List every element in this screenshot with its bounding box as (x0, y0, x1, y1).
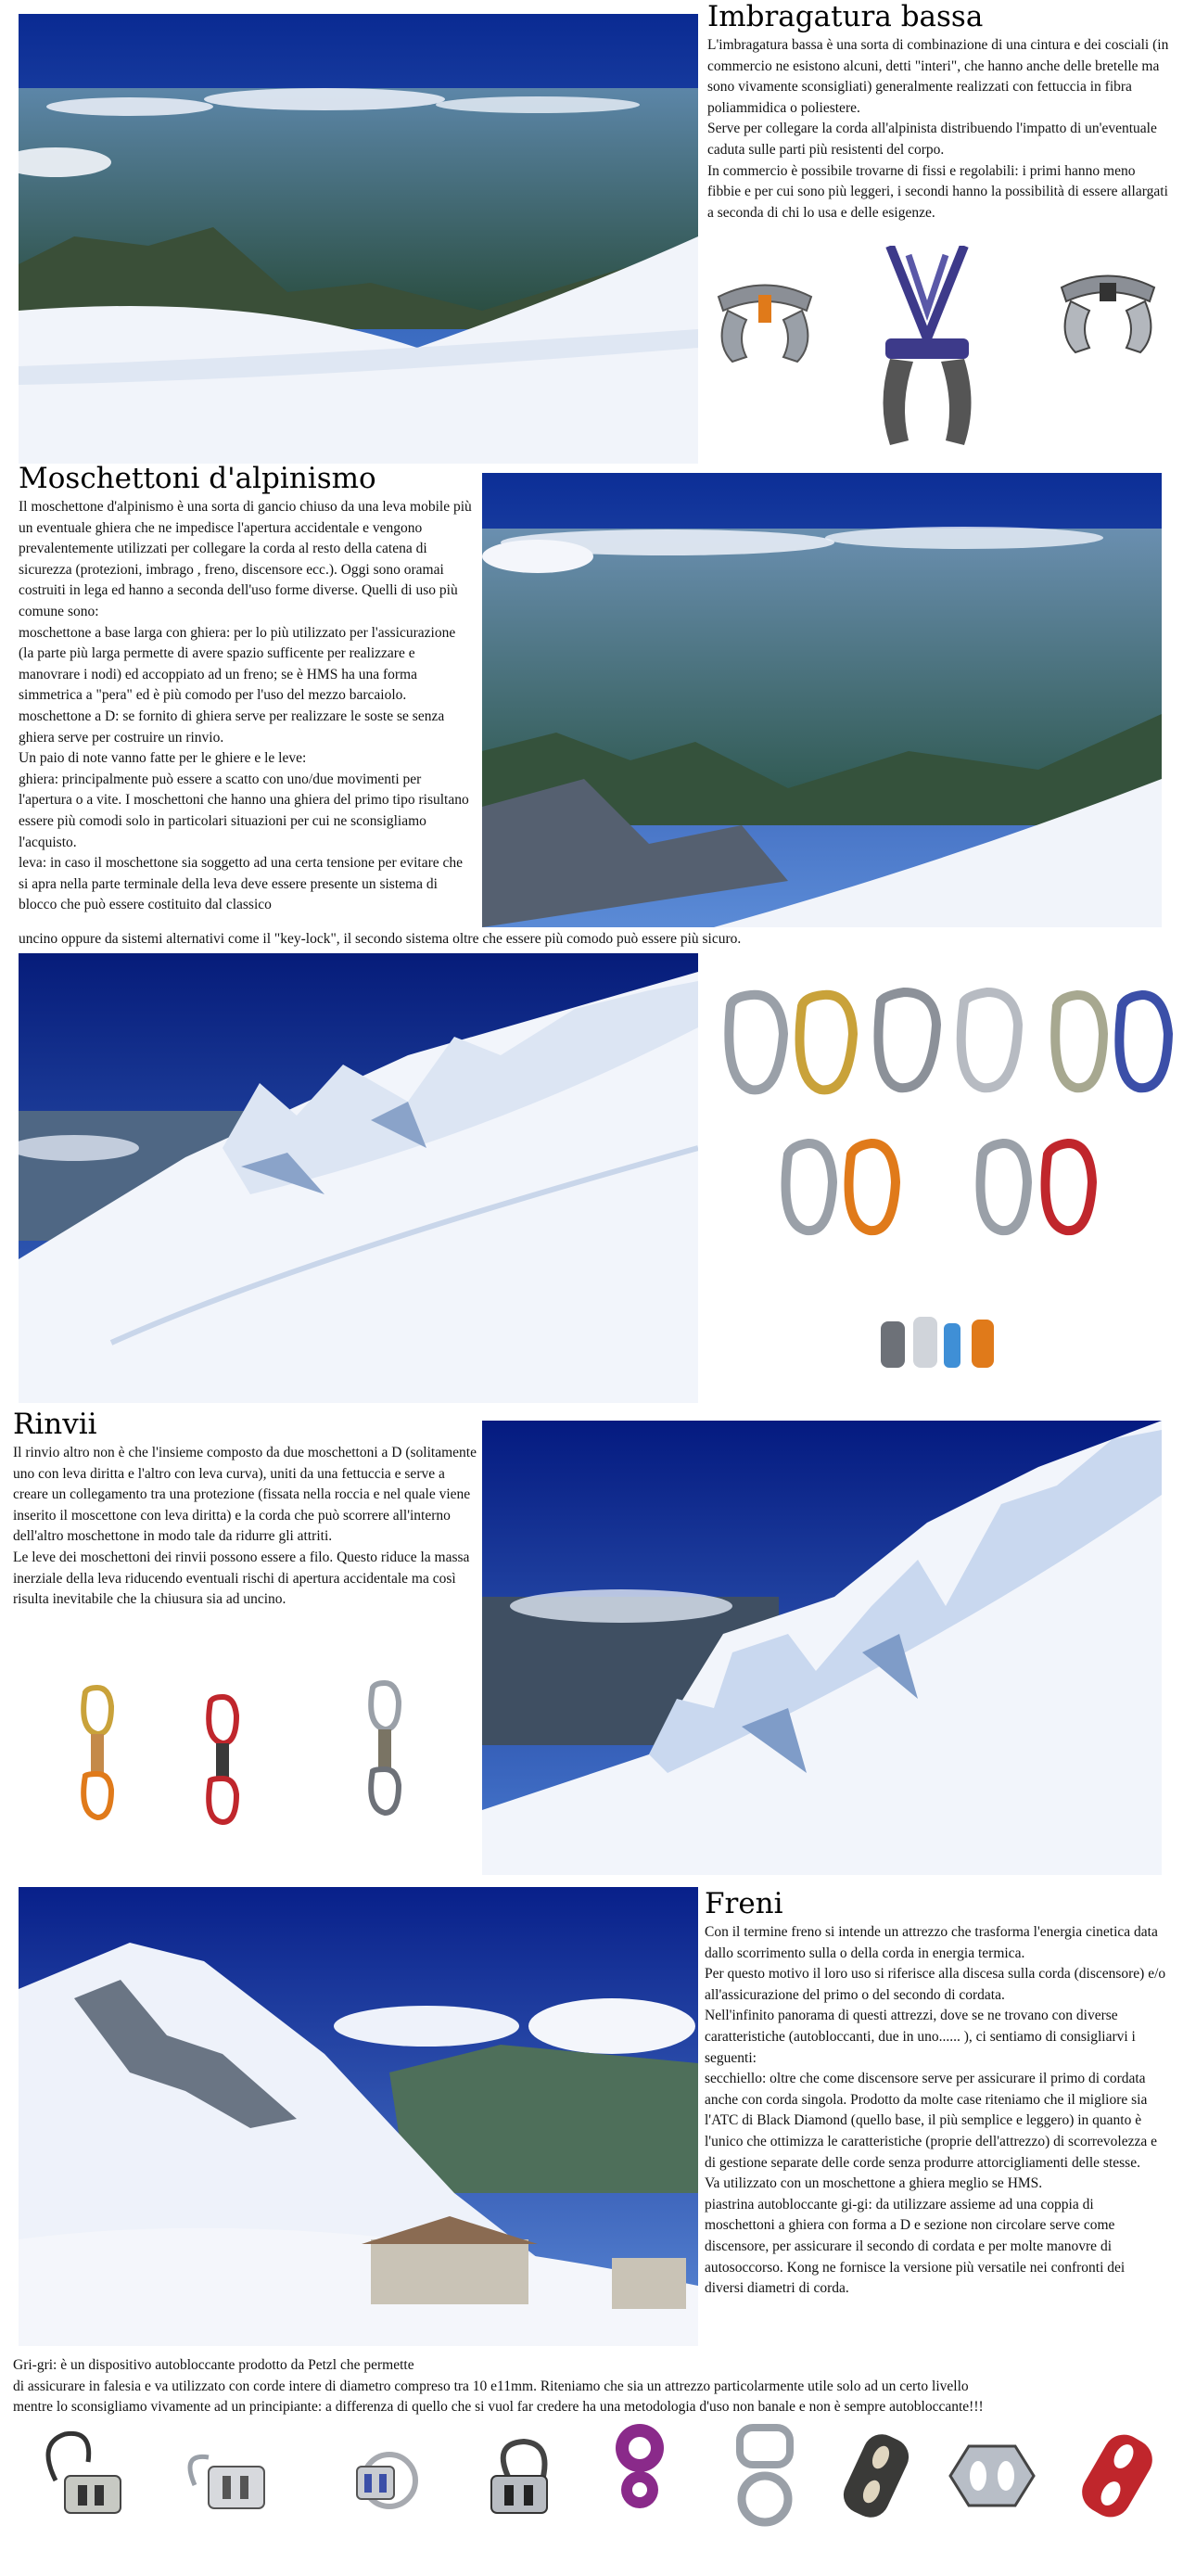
belay-device-icon (181, 2443, 273, 2518)
belay-plate-icon (839, 2425, 913, 2527)
quickdraw-icon (362, 1678, 408, 1817)
belay-device-icon (338, 2439, 431, 2522)
photo-alpine-valley-2 (482, 473, 1162, 927)
section-text-rinvii: Il rinvio altro non è che l'insieme composto da due moschettoni a D (solitamente uno con leva diritta e l'altro con leva curva), uniti da una fettuccia e serve a creare un collegamento tra una protezione (fissata nella roccia e nel quale viene inserito il moscettone con leva diritta) e la corda che può scorrere all'interno dell'altro moschettone in modo tale da ridurre gli attriti. Le leve dei moschettoni dei rinvii possono essere a filo. Questo riduce la massa inerziale della leva riducendo eventuali rischi di apertura accidentale ma così risulta inevitabile che la chiusura sia ad uncino. (13, 1445, 477, 1608)
section-text-freni: Con il termine freno si intende un attrezzo che trasforma l'energia cinetica data dallo scorrimento sulla o della corda in energia termica. Per questo motivo il loro uso si riferisce alla discesa sulla corda (discensore) e/o all'assicurazione del primo o del secondo di cordata. Nell'infinito panorama di questi attrezzi, dove se ne trovano con diverse caratteristiche (autobloccanti, due in uno...... ), ci sentiamo di consigliarvi i seguenti: secchiello: oltre che come discensore serve per assicurare il primo di cordata anche con corda singola. Prodotto da molte case riteniamo che il migliore sia l'ATC di Black Diamond (quello base, il più semplice e leggero) in quanto è l'unico che ottimizza le caratteristiche (proprie dell'attrezzo) di scorrevolezza e di gestione separate delle corde senza produrre attorcigliamenti delle stesse. Va utilizzato con un moschettone a ghiera meglio se HMS. piastrina autobloccante gi-gi: da utilizzare assieme ad una coppia di moschettoni a ghiera con forma a D e sezione non circolare serve come discensore, per assicurare il secondo di cordata e per molte manovre di autosoccorso. Kong ne fornisce la versione più versatile nei confronti dei diversi diametri di corda. (705, 1924, 1166, 2297)
photo-mountain-hut (19, 1887, 698, 2346)
figure-eight-icon (603, 2416, 677, 2518)
section-title-moschettoni: Moschettoni d'alpinismo (19, 462, 376, 495)
belay-plate-icon (941, 2439, 1043, 2513)
photo-alpine-valley-1 (19, 14, 698, 464)
section-title-imbragatura: Imbragatura bassa (707, 0, 984, 33)
section-title-freni: Freni (705, 1887, 783, 1920)
quickdraw-icon (199, 1692, 246, 1827)
quickdraw-icon (74, 1683, 121, 1822)
photo-glacier-seracs (19, 953, 698, 1403)
harness-icon (871, 246, 983, 454)
section-title-rinvii: Rinvii (13, 1408, 97, 1441)
photo-glacier-crevasse (482, 1421, 1162, 1875)
belay-device-icon (473, 2434, 566, 2527)
harness-icon (1048, 260, 1168, 371)
carabiner-set (714, 988, 1173, 1377)
harness-icon (705, 269, 825, 380)
section-text-imbragatura: L'imbragatura bassa è una sorta di combinazione di una cintura e dei cosciali (in commercio ne esistono alcuni, detti "interi", che hanno anche delle bretelle ma sono vivamente sconsigliati) generalmente realizzati con fettuccia in fibra poliammidica o poliestere. Serve per collegare la corda all'alpinista distribuendo l'impatto di un'eventuale caduta sulle parti più resistenti del corpo. In commercio è possibile trovarne di fissi e regolabili: i primi hanno meno fibbie e per cui sono più leggeri, i secondi hanno la possibilità di essere allargati a seconda di chi lo usa e delle esigenze. (707, 37, 1169, 221)
belay-device-icon (37, 2425, 130, 2527)
section-text-moschettoni-tail: uncino oppure da sistemi alternativi come il "key-lock", il secondo sistema oltre che essere più comodo può essere più sicuro. (19, 931, 742, 947)
section-text-grigri: Gri-gri: è un dispositivo autobloccante prodotto da Petzl che permette di assicurare in falesia e va utilizzato con corde intere di diametro compreso tra 10 e11mm. Riteniamo che sia un attrezzo particolarmente utile solo ad un certo livello mentre lo sconsigliamo vivamente ad un principiante: a differenza di quello che si vuol far credere ha una metodologia d'uso non banale e non è sempre autobloccante!!! (13, 2357, 984, 2416)
belay-plate-icon (1075, 2425, 1159, 2527)
figure-eight-icon (732, 2420, 797, 2531)
section-text-moschettoni: Il moschettone d'alpinismo è una sorta di gancio chiuso da una leva mobile più un eventuale ghiera che ne impedisce l'apertura accidentale e vengono prevalentemente utilizzati per collegare la corda al resto della catena di sicurezza (protezioni, imbrago , freno, discensore ecc.). Oggi sono oramai costruiti in lega ed hanno a seconda dell'uso forme diverse. Quelli di uso più comune sono: moschettone a base larga con ghiera: per lo più utilizzato per l'assicurazione (la parte più larga permette di avere spazio sufficente per realizzare e manovrare i nodi) ed accoppiato ad un freno; se è HMS ha una forma simmetrica a "pera" ed è più comodo per l'uso del mezzo barcaiolo. moschettone a D: se fornito di ghiera serve per realizzare le soste se senza ghiera serve per costruire un rinvio. Un paio di note vanno fatte per le ghiere e le leve: ghiera: principalmente può essere a scatto con uno/due movimenti per l'apertura o a vite. I moschettoni che hanno una ghiera del primo tipo risultano essere più comodi solo in particolari situazioni per cui ne sconsigliamo l'acquisto. leva: in caso il moschettone sia soggetto ad una certa tensione per evitare che si apra nella parte terminale della leva deve essere presente un sistema di blocco che può essere costituito dal classico (19, 499, 472, 913)
